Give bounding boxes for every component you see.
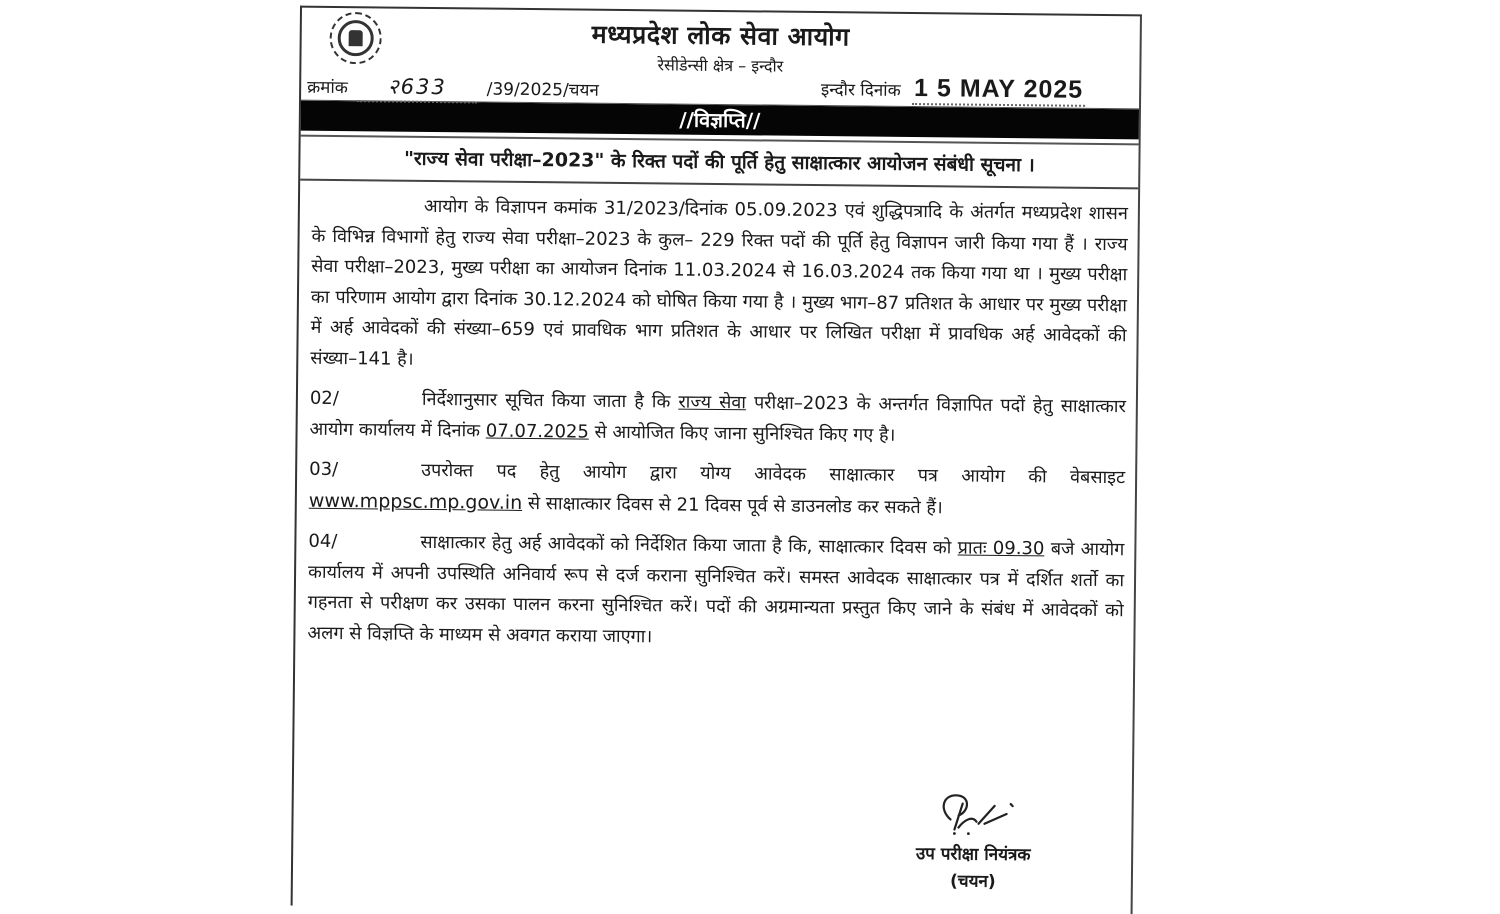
paragraph-number: 03/ — [309, 458, 339, 481]
handwritten-signature-icon — [928, 789, 1018, 838]
reporting-time: प्रातः 09.30 — [957, 537, 1045, 560]
office-address: रेसीडेन्सी क्षेत्र – इन्दौर — [657, 55, 784, 76]
signature-block — [883, 789, 1064, 893]
paragraph-4 — [307, 527, 1124, 658]
ref-label: क्रमांक — [307, 77, 348, 99]
paragraph-2 — [309, 384, 1126, 454]
signatory-title: उप परीक्षा नियंत्रक — [915, 844, 1031, 866]
reference-number — [307, 72, 599, 105]
paragraph-number: 02/ — [309, 387, 339, 410]
paragraph-1: आयोग के विज्ञापन कमांक 31/2023/दिनांक 05.09.2023 एवं शुद्धिपत्रादि के अंतर्गत मध्यप्रदेश शासन के विभिन्न विभागों हेतु राज्य सेवा परीक्षा–2023 के कुल– 229 रिक्त पदों की पूर्ति हेतु विज्ञापन जारी किया गया हैं । राज्य सेवा परीक्षा–2023, मुख्य परीक्षा का आयोजन दिनांक 11.03.2024 से 16.03.2024 तक किया गया था । मुख्य परीक्षा का परिणाम आयोग द्वारा दिनांक 30.12.2024 को घोषित किया गया है । मुख्य भाग–87 प्रतिशत के आधार पर मुख्य परीक्षा में अर्ह आवेदकों की संख्या–659 एवं प्रावधिक भाग प्रतिशत के आधार पर लिखित परीक्षा में प्रावधिक अर्ह आवेदकों की संख्या–141 है। — [310, 195, 1128, 370]
paragraph-text: से साक्षात्कार दिवस से 21 दिवस पूर्व से डाउनलोड कर सकते हैं। — [522, 492, 943, 518]
organization-name: मध्यप्रदेश लोक सेवा आयोग — [591, 19, 850, 52]
paragraph-number: 04/ — [308, 530, 338, 553]
paragraph-text: बजे आयोग कार्यालय में अपनी उपस्थिति अनिवार्य रूप से दर्ज कराना सुनिश्चित करें। समस्त आवेदक साक्षात्कार पत्र में दर्शित शर्तो का गहनता से परीक्षण कर उसका पालन करना सुनिश्चित करें। पदों की अग्रमान्यता प्रस्तुत किए जाने के संबंध में आवेदकों को अलग से विज्ञप्ति के माध्यम से अवगत कराया जाएगा। — [307, 538, 1125, 647]
exam-name-underlined: राज्य सेवा — [678, 391, 747, 414]
paragraph-text: निर्देशानुसार सूचित किया जाता है कि — [421, 388, 679, 413]
paragraph-text: परीक्षा–2023 के अन्तर्गत विज्ञापित पदों हेतु साक्षात्कार आयोग कार्यालय में दिनांक — [309, 392, 1126, 442]
signatory-department: (चयन) — [949, 871, 996, 892]
paragraph-3 — [309, 455, 1126, 526]
date-stamp: 1 5 MAY 2025 — [912, 74, 1085, 107]
date-label: इन्दौर दिनांक — [820, 80, 901, 101]
issue-date — [821, 73, 1086, 107]
ref-suffix: /39/2025/चयन — [486, 79, 599, 101]
paragraph-text: से आयोजित किए जाना सुनिश्चित किए गए है। — [588, 421, 896, 446]
ref-number-handwritten: २633 — [357, 72, 477, 103]
interview-date: 07.07.2025 — [485, 420, 589, 443]
notice-banner: //विज्ञप्ति// — [301, 101, 1139, 140]
notice-body — [295, 181, 1138, 658]
notice-document — [291, 6, 1142, 914]
notice-subject: "राज्य सेवा परीक्षा–2023" के रिक्त पदों की पूर्ति हेतु साक्षात्कार आयोजन संबंधी सूचना । — [300, 135, 1138, 190]
website-link[interactable]: www.mppsc.mp.gov.in — [308, 489, 523, 514]
paragraph-text: उपरोक्त पद हेतु आयोग द्वारा योग्य आवेदक साक्षात्कार पत्र आयोग की वेबसाइट — [421, 459, 1126, 489]
letterhead — [301, 8, 1140, 110]
paragraph-text: साक्षात्कार हेतु अर्ह आवेदकों को निर्देशित किया जाता है कि, साक्षात्कार दिवस को — [420, 531, 958, 559]
